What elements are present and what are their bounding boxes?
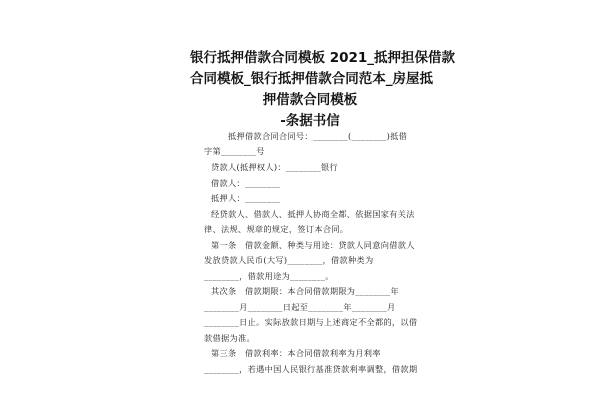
preamble-line-2: 律、法规、规章的规定，签订本合同。: [204, 224, 349, 234]
article-3-line-2: ________，若遇中国人民银行基准贷款利率调整，借款期: [204, 364, 418, 374]
article-2-line-4: 款借据为准。: [204, 333, 255, 343]
article-1-line-3: ________，借款用途为________。: [204, 271, 334, 281]
preamble-line-1: 经贷款人、借款人、抵押人协商全都、依据国家有关法: [211, 209, 415, 219]
contract-number-line: 抵押借款合同合同号：________(________)抵借: [228, 131, 408, 141]
lender-line: 贷款人(抵押权人)：________银行: [211, 162, 339, 172]
borrower-line: 借款人：________: [211, 178, 281, 188]
article-2-line-2: ________月________日起至________年________月: [204, 302, 396, 312]
article-2-line-1: 其次条 借款期限：本合同借款期限为________年: [211, 286, 399, 296]
article-1-line-2: 发放贷款人民币(大写)________，借款种类为: [204, 255, 374, 265]
document-title-line-4: -条据书信: [280, 113, 340, 129]
document-title-line-1: 银行抵押借款合同模板 2021_抵押担保借款: [190, 50, 456, 66]
document-title-line-3: 押借款合同模板: [262, 92, 358, 108]
mortgagor-line: 抵押人：________: [211, 193, 281, 203]
article-1-line-1: 第一条 借款金额、种类与用途：贷款人同意向借款人: [211, 240, 415, 250]
article-2-line-3: ________日止。实际放款日期与上述商定不全都的，以借: [204, 317, 418, 327]
document-title-line-2: 合同模板_银行抵押借款合同范本_房屋抵: [190, 71, 433, 87]
contract-number-line-cont: 字第________号: [204, 146, 265, 156]
article-3-line-1: 第三条 借款利率：本合同借款利率为月利率: [211, 348, 381, 358]
